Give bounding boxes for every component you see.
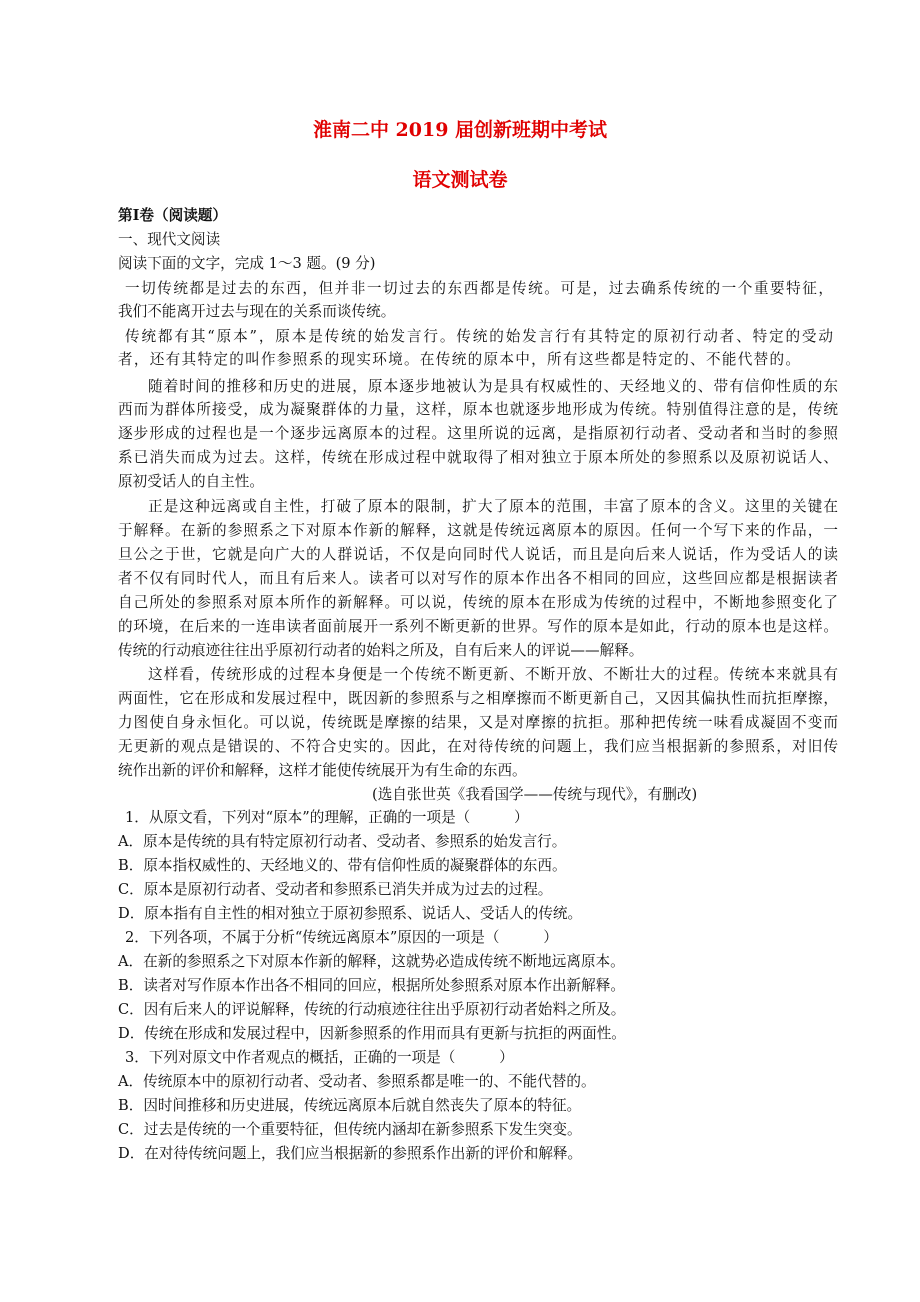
passage-line: 正是这种远离或自主性，打破了原本的限制，扩大了原本的范围，丰富了原本的含义。这里的关键在	[148, 498, 838, 515]
passage-line: 逐步形成的过程也是一个逐步远离原本的过程。这里所说的远离，是指原初行动者、受动者和当时的参照	[118, 425, 838, 442]
question-option[interactable]: C．原本是原初行动者、受动者和参照系已消失并成为过去的过程。	[118, 881, 553, 898]
passage-line: 自己所处的参照系对原本所作的新解释。可以说，传统的原本在形成为传统的过程中，不断地参照变化了	[118, 594, 838, 611]
question-option[interactable]: C．过去是传统的一个重要特征，但传统内涵却在新参照系下发生突变。	[118, 1121, 582, 1138]
exam-subtitle: 语文测试卷	[412, 169, 508, 191]
instruction-text: 阅读下面的文字，完成 1～3 题。(9 分)	[118, 255, 376, 272]
question-option[interactable]: D．在对待传统问题上，我们应当根据新的参照系作出新的评价和解释。	[118, 1145, 583, 1162]
question-option[interactable]: B．因时间推移和历史进展，传统远离原本后就自然丧失了原本的特征。	[118, 1097, 582, 1114]
passage-line: 随着时间的推移和历史的进展，原本逐步地被认为是具有权威性的、天经地义的、带有信仰性质的东	[148, 378, 838, 395]
question-option[interactable]: A．原本是传统的具有特定原初行动者、受动者、参照系的始发言行。	[118, 833, 567, 850]
section-heading: 第Ⅰ卷（阅读题）	[118, 207, 227, 224]
question-option[interactable]: A．传统原本中的原初行动者、受动者、参照系都是唯一的、不能代替的。	[118, 1073, 596, 1090]
passage-line: 西而为群体所接受，成为凝聚群体的力量，这样，原本也就逐步地形成为传统。特别值得注意的是，传统	[118, 401, 838, 418]
question-option[interactable]: C．因有后来人的评说解释，传统的行动痕迹往往出乎原初行动者始料之所及。	[118, 1001, 626, 1018]
passage-line: 统作出新的评价和解释，这样才能使传统展开为有生命的东西。	[118, 762, 527, 779]
question-option[interactable]: B．读者对写作原本作出各不相同的回应，根据所处参照系对原本作出新解释。	[118, 977, 625, 994]
passage-line: 这样看，传统形成的过程本身便是一个传统不断更新、不断开放、不断壮大的过程。传统本来就具有	[148, 666, 838, 683]
part-heading: 一、现代文阅读	[118, 231, 221, 248]
passage-line: 的环境，在后来的一连串读者面前展开一系列不断更新的世界。写作的原本是如此，行动的原本也是这样。	[118, 618, 838, 635]
passage-source: (选自张世英《我看国学——传统与现代》，有删改)	[372, 786, 698, 803]
passage-line: 系已消失而成为过去。这样，传统在形成过程中就取得了相对独立于原本所处的参照系以及原初说话人、	[118, 449, 838, 466]
passage-line: 传统的行动痕迹往往出乎原初行动者的始料之所及，自有后来人的评说——解释。	[118, 642, 644, 659]
passage-line: 传统都有其“原本”，原本是传统的始发言行。传统的始发言行有其特定的原初行动者、特定的受动	[125, 328, 833, 345]
passage-line: 者，还有其特定的叫作参照系的现实环境。在传统的原本中，所有这些都是特定的、不能代替的。	[118, 351, 800, 368]
passage-line: 我们不能离开过去与现在的关系而谈传统。	[118, 303, 396, 320]
passage-line: 无更新的观点是错误的、不符合史实的。因此，在对待传统的问题上，我们应当根据新的参照系，对旧传	[118, 738, 838, 755]
question-stem: 2．下列各项，不属于分析“传统远离原本”原因的一项是（ ）	[125, 929, 558, 946]
question-option[interactable]: D．传统在形成和发展过程中，因新参照系的作用而具有更新与抗拒的两面性。	[118, 1025, 626, 1042]
question-stem: 1．从原文看，下列对“原本”的理解，正确的一项是（ ）	[125, 809, 529, 826]
passage-line: 两面性，它在形成和发展过程中，既因新的参照系与之相摩擦而不断更新自己，又因其偏执性而抗拒摩擦，	[118, 690, 838, 707]
passage-line: 于解释。在新的参照系之下对原本作新的解释，这就是传统远离原本的原因。任何一个写下来的作品，一	[118, 522, 838, 539]
question-option[interactable]: A．在新的参照系之下对原本作新的解释，这就势必造成传统不断地远离原本。	[118, 953, 625, 970]
exam-title: 淮南二中 2019 届创新班期中考试	[312, 119, 608, 141]
passage-line: 者不仅有同时代人，而且有后来人。读者可以对写作的原本作出各不相同的回应，这些回应都是根据读者	[118, 570, 838, 587]
passage-line: 旦公之于世，它就是向广大的人群说话，不仅是向同时代人说话，而且是向后来人说话，作为受话人的读	[118, 546, 838, 563]
question-stem: 3．下列对原文中作者观点的概括，正确的一项是（ ）	[125, 1049, 514, 1066]
passage-line: 原初受话人的自主性。	[118, 473, 264, 490]
question-option[interactable]: B．原本指权威性的、天经地义的、带有信仰性质的凝聚群体的东西。	[118, 857, 567, 874]
passage-line: 力图使自身永恒化。可以说，传统既是摩擦的结果，又是对摩擦的抗拒。那种把传统一味看成凝固不变而	[118, 714, 838, 731]
question-option[interactable]: D．原本指有自主性的相对独立于原初参照系、说话人、受话人的传统。	[118, 905, 583, 922]
passage-line: 一切传统都是过去的东西，但并非一切过去的东西都是传统。可是，过去确系传统的一个重要特征，	[125, 280, 833, 297]
